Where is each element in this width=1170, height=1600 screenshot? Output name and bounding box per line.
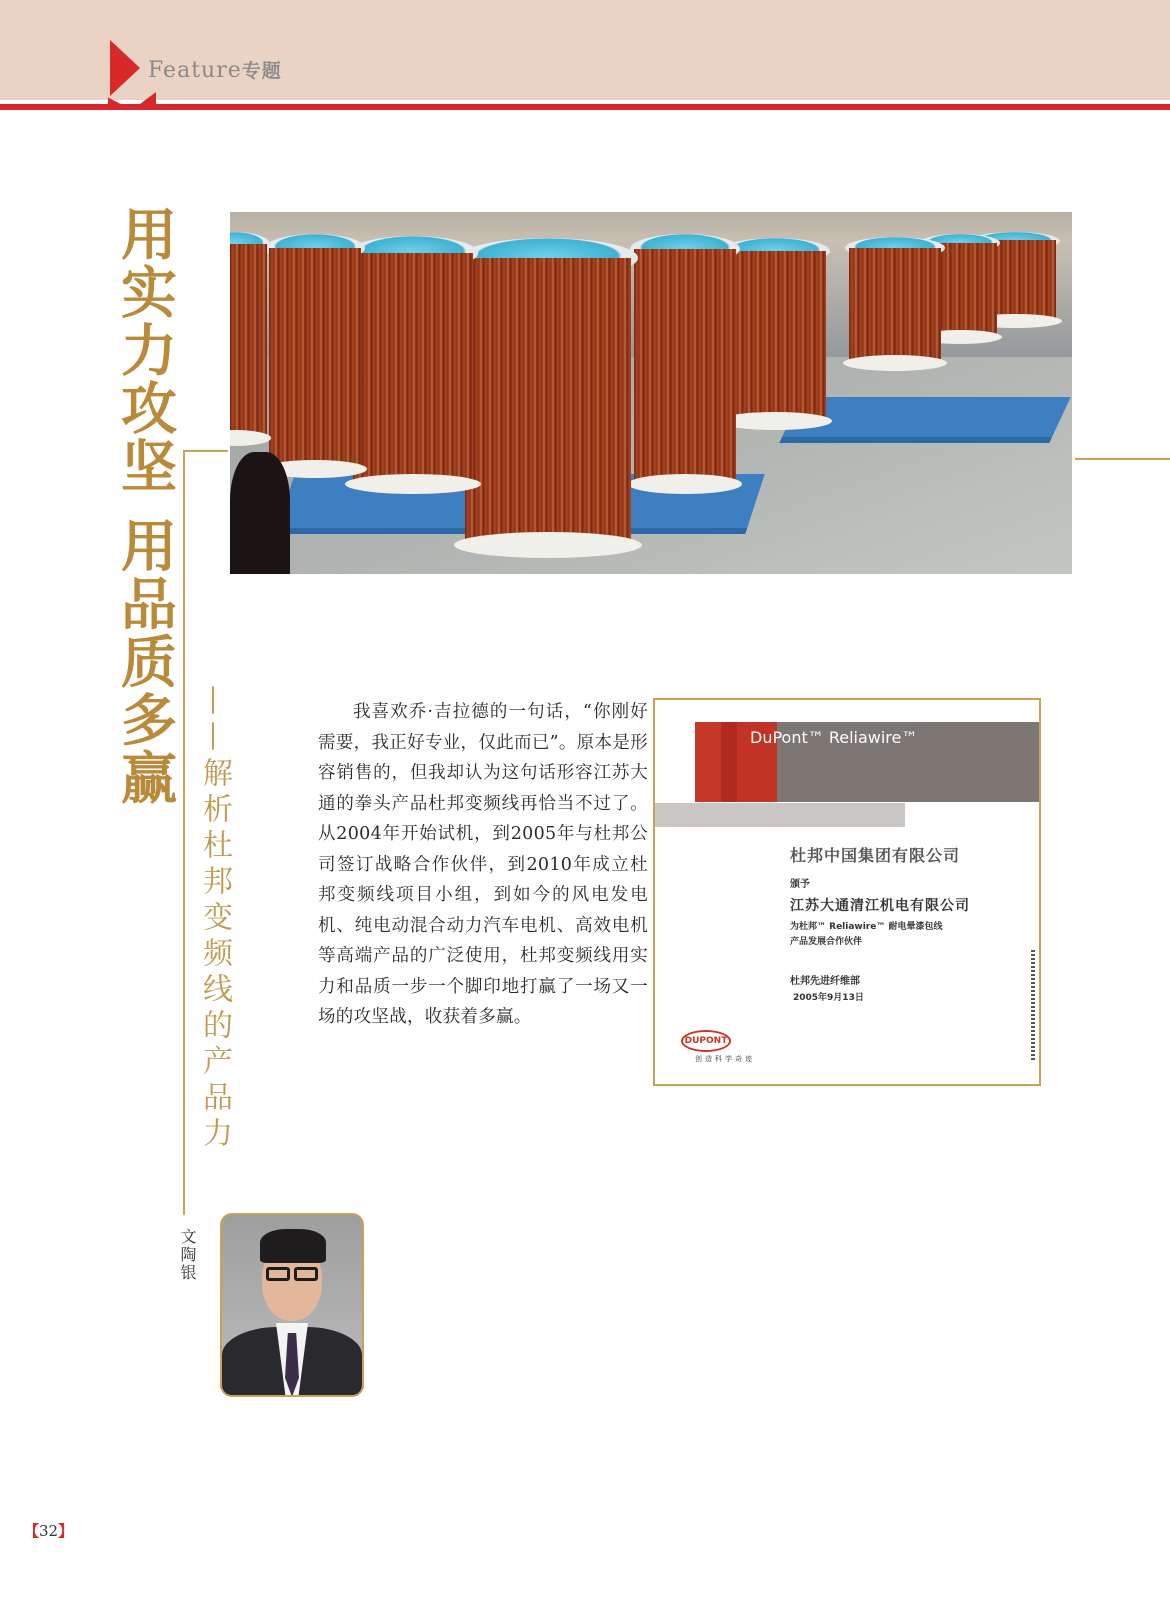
page-number-value: 32 <box>39 1522 59 1540</box>
gold-rule-right <box>1075 458 1170 460</box>
page-number: 【32】 <box>24 1522 74 1540</box>
certificate-issuer: 杜邦中国集团有限公司 <box>790 846 961 865</box>
certificate-recipient: 江苏大通清江机电有限公司 <box>790 898 970 914</box>
article-title <box>112 205 176 807</box>
certificate-slogan: 创造科学奇迹 <box>695 1055 755 1063</box>
section-label-en: Feature <box>148 58 242 83</box>
gold-rule-left <box>183 450 228 452</box>
dupont-logo: DUPONT <box>681 1030 731 1052</box>
wire-spools-photo <box>230 212 1072 574</box>
certificate-line-1: 为杜邦™ Reliawire™ 耐电晕漆包线 <box>790 922 943 932</box>
subtitle-dash: —— <box>197 685 232 757</box>
wire-spool <box>265 234 365 479</box>
dark-spool <box>230 452 290 574</box>
header-red-line <box>0 104 1170 110</box>
certificate-image <box>653 698 1041 1086</box>
section-label-cn: 专题 <box>241 60 282 82</box>
certificate-banner-title: DuPont™ Reliawire™ <box>750 728 918 747</box>
wire-spool <box>630 234 740 496</box>
certificate-department: 杜邦先进纤维部 <box>790 976 860 987</box>
certificate-fine-print <box>1031 950 1035 1060</box>
gold-vertical-rule <box>183 450 185 1215</box>
article-body: 我喜欢乔·吉拉德的一句话，“你刚好需要，我正好专业，仅此而已”。原本是形容销售的，但我却认为这句话形容江苏大通的拳头产品杜邦变频线再恰当不过了。从2004年开始试机，到2005年与杜邦公司签订战略合作伙伴，到2010年成立杜邦变频线项目小组，到如今的风电发电机、纯电动混合动力汽车电机、高效电机等高端产品的广泛使用，杜邦变频线用实力和品质一步一个脚印地打赢了一场又一场的攻坚战，收获着多赢。 <box>318 702 648 1027</box>
author-byline: 文陶银 <box>178 1228 197 1282</box>
header-band <box>0 0 1170 100</box>
certificate-line-2: 产品发展合作伙伴 <box>790 937 863 947</box>
certificate-awarded: 颁予 <box>790 879 810 890</box>
certificate-date: 2005年9月13日 <box>793 993 864 1003</box>
certificate-description <box>790 920 990 950</box>
wire-spool <box>845 237 945 372</box>
wire-spool <box>230 232 270 447</box>
article-subtitle <box>196 685 232 1153</box>
author-portrait <box>220 1213 364 1397</box>
section-header <box>148 56 282 83</box>
wire-spool <box>458 238 638 558</box>
wire-spool <box>348 236 478 494</box>
subtitle-text: 解析杜邦变频线的产品力 <box>197 757 232 1153</box>
title-line-1: 用实力攻坚 <box>112 205 177 495</box>
header-tab-marker <box>110 40 140 96</box>
title-line-2: 用品质多赢 <box>112 516 177 807</box>
certificate-grey-bar <box>655 803 905 827</box>
